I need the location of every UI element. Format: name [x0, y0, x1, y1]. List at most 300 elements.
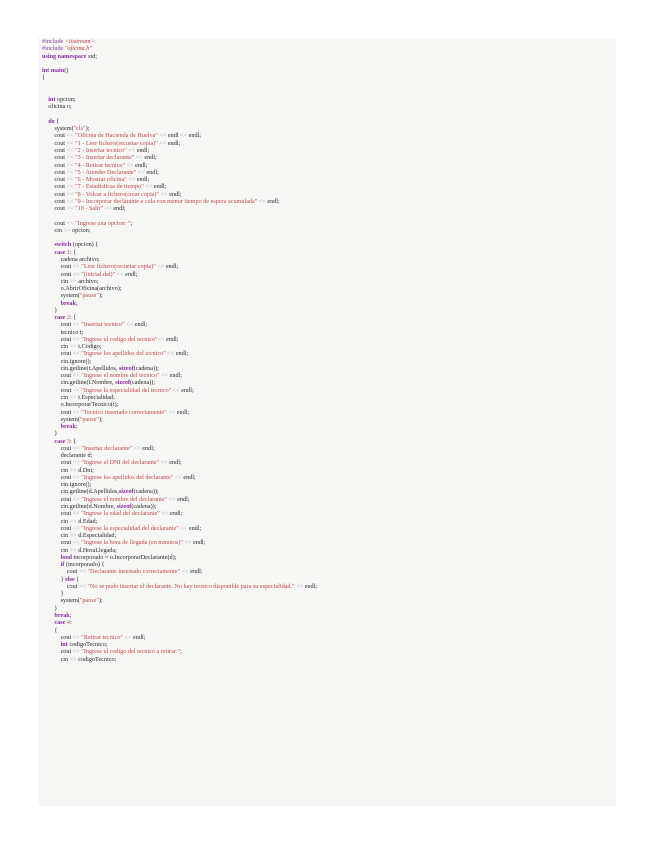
code-token: sizeof	[116, 503, 132, 510]
code-token: : {	[70, 437, 77, 445]
code-token: cout	[42, 648, 73, 656]
code-token: >>	[69, 394, 79, 402]
code-line	[42, 547, 614, 554]
code-token: <<	[124, 633, 134, 641]
code-token: <<	[72, 510, 82, 518]
code-token: d.Especialidad;	[78, 532, 117, 540]
code-token: o.AbrirOficina(archivo);	[42, 285, 122, 293]
code-token: std;	[88, 52, 98, 60]
code-token: 3	[66, 437, 71, 445]
code-token: <<	[157, 263, 166, 271]
code-token: }	[42, 430, 58, 438]
code-line	[42, 503, 614, 510]
code-token: <<	[72, 495, 82, 503]
code-line	[42, 656, 614, 663]
code-line	[42, 605, 614, 612]
code-line	[42, 430, 614, 437]
code-token: }	[42, 575, 66, 583]
code-line	[42, 474, 614, 481]
code-token: <<	[133, 444, 143, 452]
code-token: );	[98, 597, 103, 605]
code-line	[42, 387, 614, 394]
code-line	[42, 409, 614, 416]
code-token: "oficina.h"	[64, 45, 92, 53]
code-token: <<	[72, 372, 82, 380]
code-line	[42, 271, 614, 278]
code-token: <<	[104, 205, 114, 213]
code-token: <<	[184, 539, 193, 547]
code-token: bool	[60, 553, 74, 561]
code-token: (opcion) {	[72, 241, 99, 249]
code-token: opcion;	[56, 96, 76, 104]
code-token: cin	[42, 532, 70, 540]
code-token: sizeof	[118, 488, 134, 496]
code-token: cin.getline(d.Apellidos,	[42, 488, 119, 496]
code-token: "No se pudo insertar el declarante. No hay tecnico disponible para su especialidad."	[87, 582, 297, 590]
code-token: <<	[128, 176, 137, 184]
code-line	[42, 445, 614, 452]
code-token: cout	[42, 205, 67, 213]
code-token: cout	[42, 219, 67, 227]
code-token: "Ingrese el codigo del tecnico"	[81, 335, 158, 343]
code-token: <<	[126, 321, 135, 329]
code-token: cout	[42, 350, 73, 358]
code-panel	[38, 38, 616, 806]
code-token: "Insertar declarante"	[81, 444, 134, 452]
code-token: cin	[42, 655, 70, 663]
code-token: <<	[167, 350, 176, 358]
code-token: if	[60, 561, 66, 569]
code-token: cin.ignore();	[42, 481, 92, 489]
code-token: <<	[66, 190, 76, 198]
code-token	[42, 641, 61, 648]
code-token: endl;	[169, 372, 182, 380]
code-token: <<	[181, 568, 191, 576]
code-token: "cls"	[73, 125, 86, 133]
code-token: case	[54, 248, 67, 256]
code-line	[42, 358, 614, 365]
code-token: endl;	[267, 197, 280, 205]
code-token: <<	[145, 183, 154, 191]
code-token: }	[42, 604, 58, 612]
code-line	[42, 343, 614, 350]
code-line	[42, 278, 614, 285]
code-token: "Ingrese el nombre del tecnico"	[81, 372, 162, 380]
code-token: "8 - Volcar a fichero(crear copia)"	[75, 190, 161, 198]
code-token: using namespace	[42, 52, 89, 60]
code-token: endl;	[113, 205, 126, 213]
code-token: endl;	[134, 321, 148, 329]
code-token: endl;	[169, 510, 183, 518]
code-token: "Tecnico insertado correctamente"	[81, 408, 169, 416]
code-token: endl;	[190, 568, 203, 576]
code-token: cout	[42, 568, 79, 576]
code-token: : {	[70, 314, 77, 322]
code-line	[42, 220, 614, 227]
code-token: t.Codigo;	[78, 343, 102, 351]
code-line	[42, 176, 614, 183]
code-token: ;	[75, 299, 78, 307]
code-token: <iostream>	[64, 38, 95, 45]
code-token: >>	[69, 517, 79, 525]
code-line	[42, 45, 614, 52]
code-token: <<	[126, 161, 136, 169]
code-line	[42, 162, 614, 169]
code-token: "7 - Estadisticas de tiempo"	[75, 183, 146, 191]
code-token: }	[42, 590, 64, 598]
code-token: <<	[72, 335, 82, 343]
code-token: "pause"	[79, 292, 99, 300]
code-token: system(	[42, 292, 80, 300]
code-token: <<	[66, 132, 76, 140]
code-token: endl;	[192, 539, 206, 547]
code-line	[42, 416, 614, 423]
code-token: <<	[66, 176, 76, 184]
code-line	[42, 597, 614, 604]
code-line	[42, 321, 614, 328]
code-token: int	[48, 96, 57, 104]
code-line	[42, 394, 614, 401]
code-token: cout	[42, 582, 79, 590]
code-token: <<	[137, 168, 147, 176]
code-token: incorporado = o.IncorporarDeclarante(d);	[73, 553, 177, 561]
code-token: cout	[42, 386, 73, 394]
code-token: 2	[66, 314, 71, 322]
code-line	[42, 372, 614, 379]
code-token: endl;	[177, 495, 190, 503]
code-token: "pause"	[79, 597, 99, 605]
code-token: d.HoraLlegada;	[78, 546, 117, 554]
code-token: "Ingrese la edad del declarante"	[81, 510, 162, 518]
code-token: cout	[42, 473, 73, 481]
code-token: endl;	[136, 146, 150, 154]
code-token: cin.getline(d.Nombre,	[42, 503, 117, 510]
code-token: "6 - Mostrar oficina"	[75, 176, 129, 184]
code-line	[42, 452, 614, 459]
code-token: cin	[42, 277, 70, 285]
code-token: <<	[72, 444, 82, 452]
code-token: cout	[42, 132, 67, 140]
code-token: int	[60, 641, 70, 649]
code-token: :	[70, 619, 72, 627]
code-token: break	[60, 299, 76, 307]
code-token: "9 - Incorporar declarante a cola con menor tiempo de espera acumulada"	[75, 197, 259, 205]
code-token: "5 - Atender Declarante"	[75, 168, 138, 176]
code-token: endl;	[169, 459, 182, 467]
code-line	[42, 612, 614, 619]
code-line	[42, 467, 614, 474]
code-token: "Ingrese el nombre del declarante"	[81, 495, 169, 503]
code-token: ;	[75, 423, 78, 431]
code-token: <<	[72, 539, 82, 547]
code-token: "Ingrese el DNI del declarante"	[81, 459, 161, 467]
code-line	[42, 111, 614, 118]
code-token: <<	[72, 459, 82, 467]
code-line	[42, 365, 614, 372]
code-token: "Ingrese una opcion: "	[75, 219, 131, 227]
code-token: <<	[72, 408, 82, 416]
code-token: #include	[42, 38, 65, 45]
code-line	[42, 285, 614, 292]
code-token: endl;	[135, 161, 148, 169]
code-token: "Ingrese los apellidos del declarante"	[81, 473, 175, 481]
code-line	[42, 619, 614, 626]
code-line	[42, 53, 614, 60]
code-token: archivo;	[78, 277, 99, 285]
code-token: cout	[42, 633, 73, 641]
code-token: endl;	[188, 524, 202, 532]
code-token: <<	[159, 139, 168, 147]
code-token: >>	[69, 655, 79, 663]
code-token: (incorporado) {	[65, 561, 105, 569]
code-token: endl;	[144, 154, 157, 162]
code-line	[42, 314, 614, 321]
code-token: endl;	[125, 270, 138, 278]
code-token: "Insertar tecnico"	[81, 321, 127, 329]
code-line	[42, 561, 614, 568]
code-line	[42, 74, 614, 81]
code-token: ;	[69, 611, 72, 619]
code-token: <<	[66, 205, 76, 213]
code-line	[42, 401, 614, 408]
code-token: <<	[78, 568, 88, 576]
code-token: cout	[42, 372, 73, 380]
code-line	[42, 60, 614, 67]
code-token	[42, 619, 54, 626]
code-token: d.Edad;	[78, 517, 98, 525]
code-token: <<	[66, 139, 76, 147]
code-token: cout	[42, 176, 67, 184]
code-line	[42, 379, 614, 386]
code-token: endl;	[304, 582, 318, 590]
code-token: codigoTecnico;	[78, 655, 117, 663]
code-token: <<	[168, 495, 178, 503]
code-token: cin.getline(t.Nombre,	[42, 379, 116, 387]
code-line	[42, 38, 614, 45]
code-token: "Ingrese los apellidos del tecnico"	[81, 350, 168, 358]
code-token: <<	[66, 154, 76, 162]
code-line	[42, 96, 614, 103]
code-token: cin	[42, 546, 70, 554]
code-token: {	[56, 117, 60, 125]
code-line	[42, 227, 614, 234]
code-token: <<	[66, 183, 76, 191]
code-line	[42, 212, 614, 219]
code-line	[42, 292, 614, 299]
code-token: <<	[66, 197, 76, 205]
code-token: {	[42, 74, 45, 82]
code-token: cin.getline(t.Apellidos,	[42, 364, 119, 372]
code-token: endl;	[188, 132, 201, 140]
code-token: "pause"	[79, 415, 99, 423]
code-line	[42, 336, 614, 343]
code-token: codigoTecnico;	[69, 641, 108, 649]
code-line	[42, 568, 614, 575]
code-listing	[42, 38, 614, 663]
code-line	[42, 169, 614, 176]
code-token: <<	[180, 132, 189, 140]
code-line	[42, 118, 614, 125]
code-token: endl;	[166, 335, 179, 343]
code-line	[42, 256, 614, 263]
code-token: switch	[54, 241, 73, 249]
code-line	[42, 183, 614, 190]
code-token: cout	[42, 197, 67, 205]
code-token: (cadena));	[129, 379, 156, 387]
code-token: else	[65, 575, 77, 583]
code-line	[42, 539, 614, 546]
code-token: case	[54, 619, 67, 627]
code-line	[42, 89, 614, 96]
code-line	[42, 67, 614, 74]
code-token: system(	[42, 125, 74, 133]
code-line	[42, 459, 614, 466]
code-line	[42, 82, 614, 89]
code-line	[42, 329, 614, 336]
code-token: cout	[42, 190, 67, 198]
code-token: int	[42, 67, 51, 75]
code-token: <<	[128, 146, 137, 154]
code-token: ;	[130, 219, 133, 227]
code-token: cout	[42, 539, 73, 547]
code-token: <<	[72, 633, 82, 641]
code-token: "Retirar tecnico"	[81, 633, 125, 641]
code-token: cout	[42, 270, 73, 278]
code-token: cout	[42, 510, 73, 518]
code-token: cout	[42, 321, 73, 329]
code-token: <<	[180, 524, 189, 532]
code-token: cout	[42, 168, 67, 176]
code-token: <<	[161, 372, 170, 380]
code-token: cin	[42, 517, 70, 525]
code-token: ()	[64, 67, 69, 75]
code-token: {	[76, 575, 80, 583]
code-token	[42, 423, 61, 430]
code-token: cadena archivo;	[42, 255, 100, 263]
code-token: cin	[42, 226, 64, 234]
code-token: cout	[42, 495, 73, 503]
code-token: break	[54, 611, 70, 619]
code-token: >>	[69, 466, 79, 474]
code-line	[42, 132, 614, 139]
code-line	[42, 125, 614, 132]
code-token: <<	[174, 473, 184, 481]
code-token: cout	[42, 183, 67, 191]
code-line	[42, 481, 614, 488]
code-token: main	[50, 67, 65, 75]
code-token: <<	[135, 154, 145, 162]
code-line	[42, 241, 614, 248]
code-token: case	[54, 314, 67, 322]
code-token: cout	[42, 524, 73, 532]
code-token: "2 - Insertar tecnico"	[75, 146, 129, 154]
code-token: ;	[180, 648, 182, 656]
code-line	[42, 198, 614, 205]
code-line	[42, 627, 614, 634]
code-token	[42, 249, 54, 256]
code-token: "3 - Insertar declarante"	[75, 154, 136, 162]
code-token: endl;	[146, 168, 159, 176]
code-token: "10 - Salir"	[75, 205, 105, 213]
code-line	[42, 634, 614, 641]
code-line	[42, 191, 614, 198]
code-token: (cadena));	[133, 364, 159, 372]
code-line	[42, 147, 614, 154]
code-token: );	[98, 292, 103, 300]
code-token: {	[42, 626, 58, 634]
code-token: (cadena));	[131, 503, 157, 510]
code-token: "Ingrese el codigo del tecnico a retirar:"	[81, 648, 181, 656]
code-token: <<	[72, 524, 82, 532]
code-token: >>	[69, 546, 79, 554]
code-token: endl;	[176, 408, 190, 416]
code-token: cin.ignore();	[42, 357, 92, 365]
code-token: sizeof	[119, 364, 134, 372]
code-token	[42, 241, 54, 248]
code-token: >>	[63, 226, 73, 234]
code-token: system(	[42, 415, 80, 423]
code-line	[42, 154, 614, 161]
code-token: <<	[66, 219, 76, 227]
code-line	[42, 300, 614, 307]
code-token: endl	[167, 132, 181, 140]
code-token: <<	[66, 161, 76, 169]
code-line	[42, 641, 614, 648]
code-token	[42, 554, 61, 561]
code-line	[42, 583, 614, 590]
code-token: endl;	[167, 139, 181, 147]
code-token: cout	[42, 146, 67, 154]
code-token: break	[60, 423, 76, 431]
code-token: "Ingrese la especialidad del tecnico"	[81, 386, 173, 394]
code-token: tecnico t;	[42, 328, 84, 336]
code-token: cout	[42, 154, 67, 162]
code-token: cin	[42, 343, 70, 351]
code-token: "1 - Leer fichero(recuetar copia)"	[75, 139, 160, 147]
code-line	[42, 496, 614, 503]
code-line	[42, 518, 614, 525]
code-token: <<	[159, 132, 168, 140]
code-token: <<	[78, 582, 88, 590]
code-token: <<	[172, 386, 182, 394]
code-line	[42, 510, 614, 517]
code-token: sizeof	[115, 379, 130, 387]
code-token: cout	[42, 139, 67, 147]
code-line	[42, 576, 614, 583]
code-token: endl;	[181, 386, 194, 394]
code-token: "(inicial.dat)"	[81, 270, 117, 278]
code-token: cout	[42, 335, 73, 343]
code-line	[42, 590, 614, 597]
code-token: cout	[42, 263, 73, 271]
code-token: endl;	[169, 190, 182, 198]
code-token: <<	[157, 335, 167, 343]
code-token	[42, 438, 54, 445]
code-line	[42, 205, 614, 212]
code-token: #include	[42, 45, 65, 53]
code-line	[42, 350, 614, 357]
code-line	[42, 140, 614, 147]
code-token: <<	[116, 270, 126, 278]
code-token: <<	[160, 459, 170, 467]
code-token: cin	[42, 466, 70, 474]
code-token: d.Dni;	[78, 466, 94, 474]
code-token: <<	[168, 408, 177, 416]
code-token: >>	[69, 343, 79, 351]
code-token: cout	[42, 459, 73, 467]
code-token: endl;	[183, 473, 196, 481]
code-token: <<	[66, 168, 76, 176]
